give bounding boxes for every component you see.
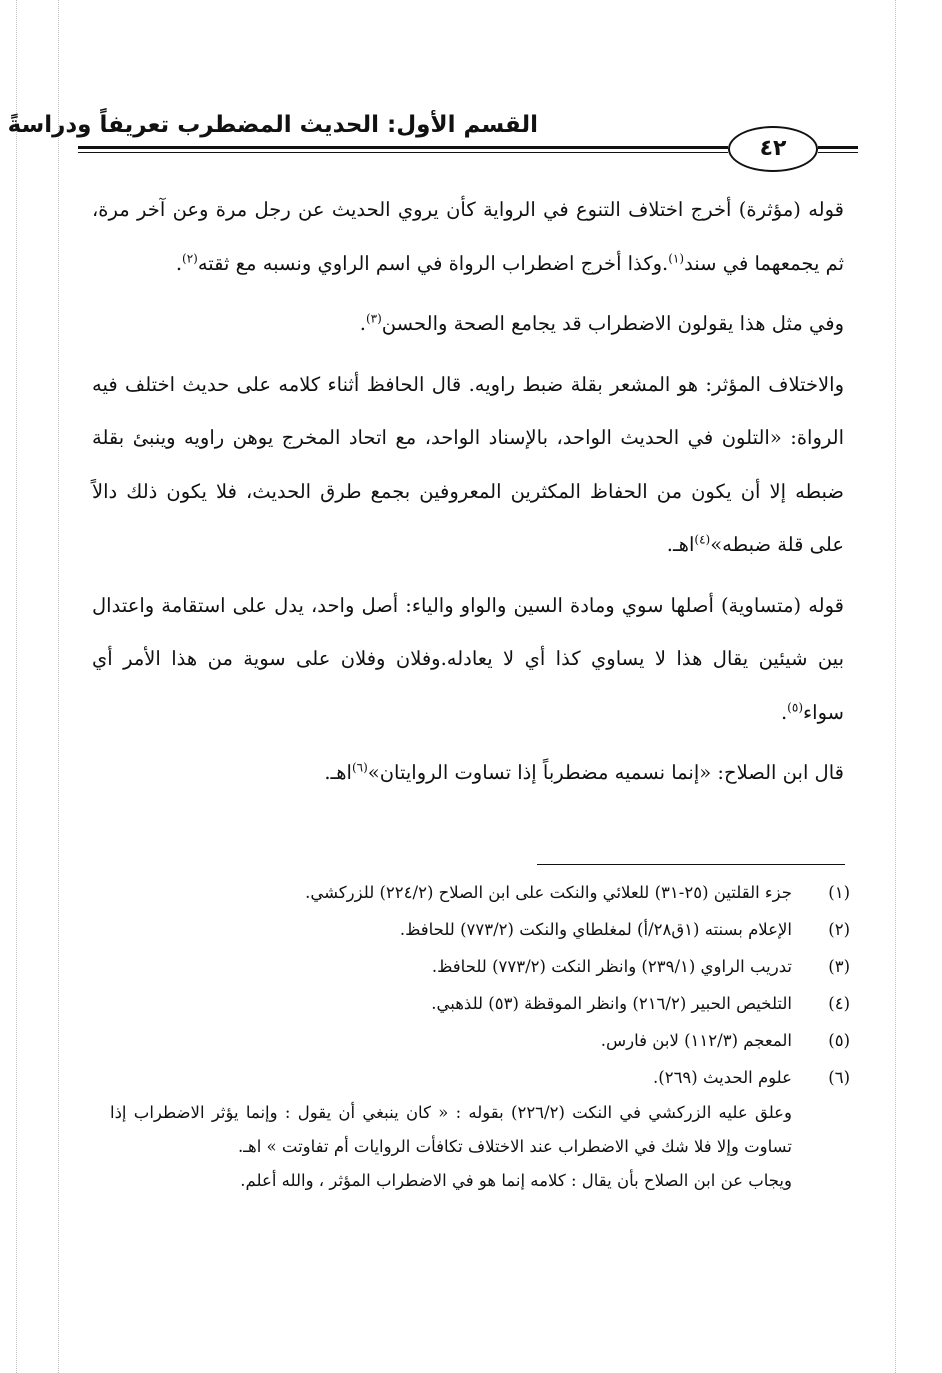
footnote-number: (٦): [828, 1068, 850, 1087]
header-rule-thick: [78, 146, 728, 149]
header-rule-thick-right: [818, 146, 858, 149]
paragraph-3-text: والاختلاف المؤثر: هو المشعر بقلة ضبط راويه. قال الحافظ أثناء كلامه على حديث اختلف فيه الرواة: «التلون في الحديث الواحد، بالإسناد الواحد، مع اتحاد المخرج يوهن راويه وينبئ بقلة ضبطه إلا أن يكون من الحفاظ المكثرين المعروفين بجمع طرق الحديث، فلا يكون ذلك دالاً على قلة ضبطه»: [92, 372, 844, 556]
paragraph-3: [92, 358, 844, 572]
paragraph-5-end: اهـ.: [324, 761, 352, 784]
footnote-number: (٣): [828, 957, 850, 976]
footnote-4: [110, 985, 850, 1022]
paragraph-1-text-b: .وكذا أخرج اضطراب الرواة في اسم الراوي ونسبه مع ثقته: [197, 251, 669, 275]
footnote-1: [110, 874, 850, 911]
paragraph-5: [92, 746, 844, 800]
footnote-6: [110, 1059, 850, 1096]
footnote-ref-1[interactable]: (١): [668, 251, 685, 265]
footnote-number: (٤): [828, 994, 850, 1013]
footnote-text: علوم الحديث (٢٦٩).: [653, 1068, 792, 1087]
paragraph-4-end: .: [780, 700, 788, 724]
paragraph-4-text: قوله (متساوية) أصلها سوي ومادة السين والواو والياء: أصل واحد، يدل على استقامة واعتدال بين شيئين يقال هذا لا يساوي كذا أي لا يعادله.وفلان وفلان على سوية من هذا الأمر أي سواء: [92, 593, 844, 724]
footnote-separator: [537, 864, 845, 865]
paragraph-2-end: .: [359, 312, 366, 335]
scan-margin-right: [895, 0, 896, 1373]
footnote-ref-4[interactable]: (٤): [694, 532, 711, 547]
footnote-number: (٥): [828, 1031, 850, 1050]
footnote-text: التلخيص الحبير (٢١٦/٢) وانظر الموقظة (٥٣) للذهبي.: [431, 994, 792, 1013]
footnote-5: [110, 1022, 850, 1059]
paragraph-4: [92, 579, 844, 740]
header-rule-thin-right: [818, 152, 858, 153]
paragraph-1-end: .: [175, 251, 183, 275]
page-number: ٤٢: [728, 126, 818, 172]
footnote-6-response: ويجاب عن ابن الصلاح بأن يقال : كلامه إنما هو في الاضطراب المؤثر ، والله أعلم.: [240, 1171, 792, 1190]
footnote-text: تدريب الراوي (٢٣٩/١) وانظر النكت (٧٧٣/٢) للحافظ.: [431, 957, 792, 976]
footnote-number: (٢): [828, 920, 850, 939]
footnote-ref-2[interactable]: (٢): [182, 251, 198, 265]
footnote-text: المعجم (١١٢/٣) لابن فارس.: [600, 1031, 792, 1050]
page-header: [7, 100, 858, 180]
footnote-2: [110, 911, 850, 948]
footnote-ref-3[interactable]: (٣): [365, 311, 382, 326]
footnote-ref-6[interactable]: (٦): [351, 760, 368, 775]
footnote-number: (١): [828, 883, 850, 902]
scan-margin-left: [16, 0, 17, 1373]
paragraph-5-text: قال ابن الصلاح: «إنما نسميه مضطرباً إذا تساوت الروايتان»: [367, 761, 844, 784]
footnote-3: [110, 948, 850, 985]
paragraph-3-end: اهـ.: [666, 533, 695, 556]
header-rule-thin: [78, 152, 728, 153]
paragraph-2-text: وفي مثل هذا يقولون الاضطراب قد يجامع الصحة والحسن: [381, 312, 844, 335]
footnotes: [110, 874, 850, 1198]
scan-margin-left-2: [58, 0, 59, 1373]
paragraph-1: [92, 183, 844, 290]
paragraph-1-text: قوله (مؤثرة) أخرج اختلاف التنوع في الرواية كأن يروي الحديث عن رجل مرة وعن آخر مرة، ثم يجمعهما في سند: [92, 198, 844, 275]
section-title: القسم الأول: الحديث المضطرب تعريفاً ودراسةً: [7, 112, 538, 138]
footnote-text: الإعلام بسنته (١ق٢٨/أ) لمغلطاي والنكت (٧٧٣/٢) للحافظ.: [399, 920, 792, 939]
paragraph-2: [92, 297, 844, 351]
footnote-ref-5[interactable]: (٥): [787, 700, 803, 714]
footnote-text: جزء القلتين (٢٥-٣١) للعلائي والنكت على ابن الصلاح (٢٢٤/٢) للزركشي.: [305, 883, 792, 902]
main-text: [92, 183, 844, 800]
footnote-6-comment: وعلق عليه الزركشي في النكت (٢٢٦/٢) بقوله : « كان ينبغي أن يقول : وإنما يؤثر الاضطراب إذا تساوت وإلا فلا شك في الاضطراب عند الاختلاف تكافأت الروايات أم تفاوتت » اهـ.: [110, 1103, 792, 1156]
